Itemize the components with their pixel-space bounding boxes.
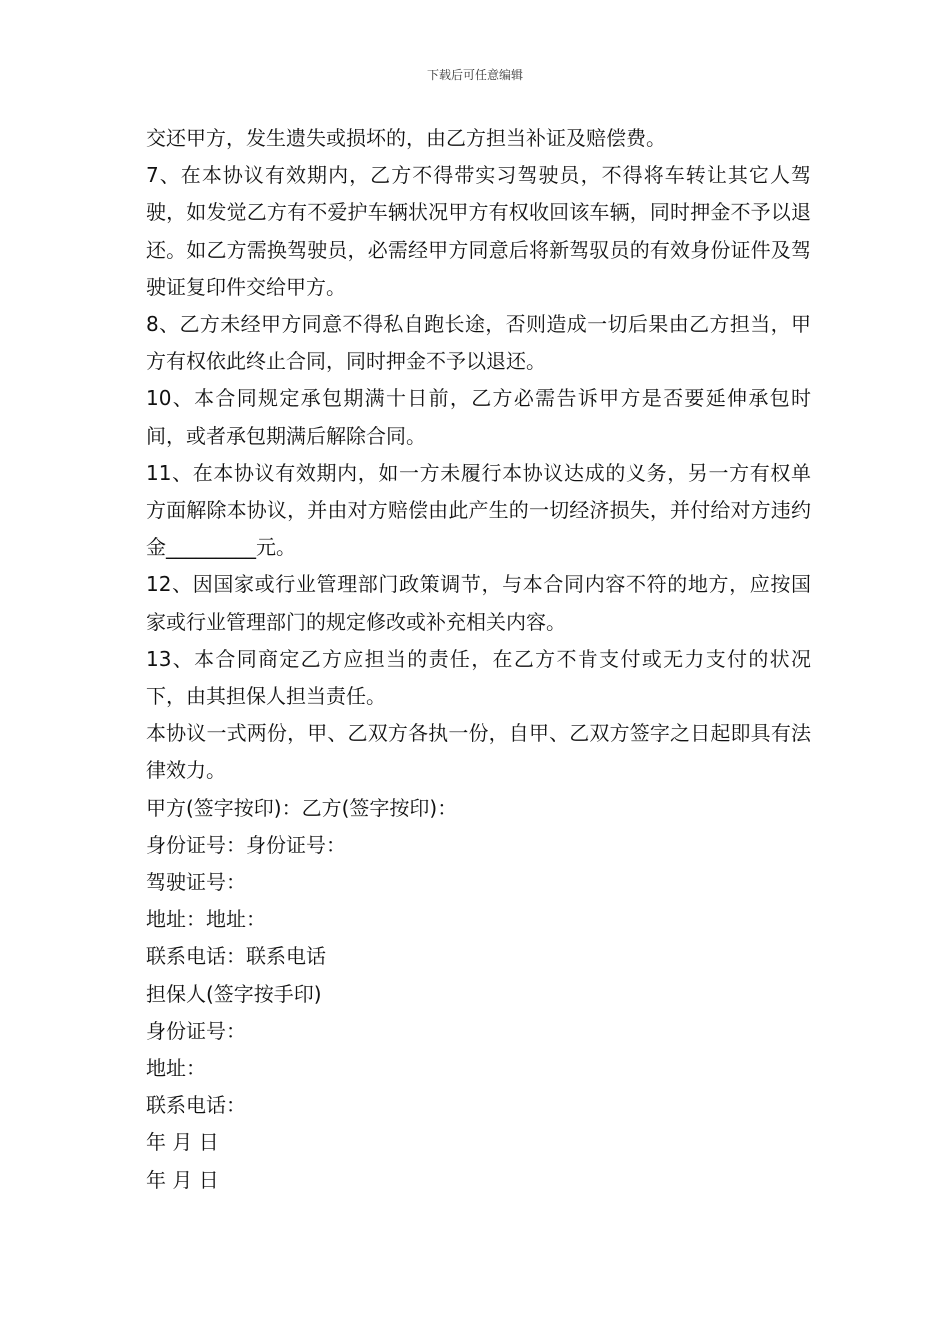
signature-license-line: 驾驶证号： <box>146 870 246 895</box>
paragraph-clause-12: 12、因国家或行业管理部门政策调节，与本合同内容不符的地方，应按国家或行业管理部门的规定修改或补充相关内容。 <box>146 572 811 634</box>
document-body <box>146 120 811 1199</box>
paragraph-clause-11: 11、在本协议有效期内，如一方未履行本协议达成的义务，另一方有权单方面解除本协议，并由对方赔偿由此产生的一切经济损失，并付给对方违约金_________元。 <box>146 460 811 560</box>
guarantor-phone-line: 联系电话： <box>146 1093 246 1118</box>
guarantor-id-line: 身份证号： <box>146 1018 246 1043</box>
page-header-note: 下载后可任意编辑 <box>426 68 523 82</box>
date-line-2: 年 月 日 <box>146 1167 219 1192</box>
signature-id-line: 身份证号：身份证号： <box>146 832 346 857</box>
guarantor-line: 担保人(签字按手印) <box>146 981 322 1006</box>
paragraph-clause-13: 13、本合同商定乙方应担当的责任，在乙方不肯支付或无力支付的状况下，由其担保人担当责任。 <box>146 646 811 709</box>
paragraph-effectiveness: 本协议一式两份，甲、乙双方各执一份，自甲、乙双方签字之日起即具有法律效力。 <box>146 721 811 783</box>
paragraph-clause-8: 8、乙方未经甲方同意不得私自跑长途，否则造成一切后果由乙方担当，甲方有权依此终止合同，同时押金不予以退还。 <box>146 312 811 374</box>
signature-address-line: 地址：地址： <box>146 907 266 932</box>
signature-phone-line: 联系电话：联系电话 <box>146 944 326 969</box>
date-line-1: 年 月 日 <box>146 1130 219 1155</box>
paragraph-return-items: 交还甲方，发生遗失或损坏的，由乙方担当补证及赔偿费。 <box>146 126 666 150</box>
paragraph-clause-10: 10、本合同规定承包期满十日前，乙方必需告诉甲方是否要延伸承包时间，或者承包期满后解除合同。 <box>146 386 811 448</box>
paragraph-clause-7: 7、在本协议有效期内，乙方不得带实习驾驶员，不得将车转让其它人驾驶，如发觉乙方有不爱护车辆状况甲方有权收回该车辆，同时押金不予以退还。如乙方需换驾驶员，必需经甲方同意后将新驾驭员的有效身份证件及驾驶证复印件交给甲方。 <box>146 163 811 299</box>
signature-party-line: 甲方(签字按印)：乙方(签字按印)： <box>146 795 458 820</box>
guarantor-address-line: 地址： <box>146 1056 206 1081</box>
